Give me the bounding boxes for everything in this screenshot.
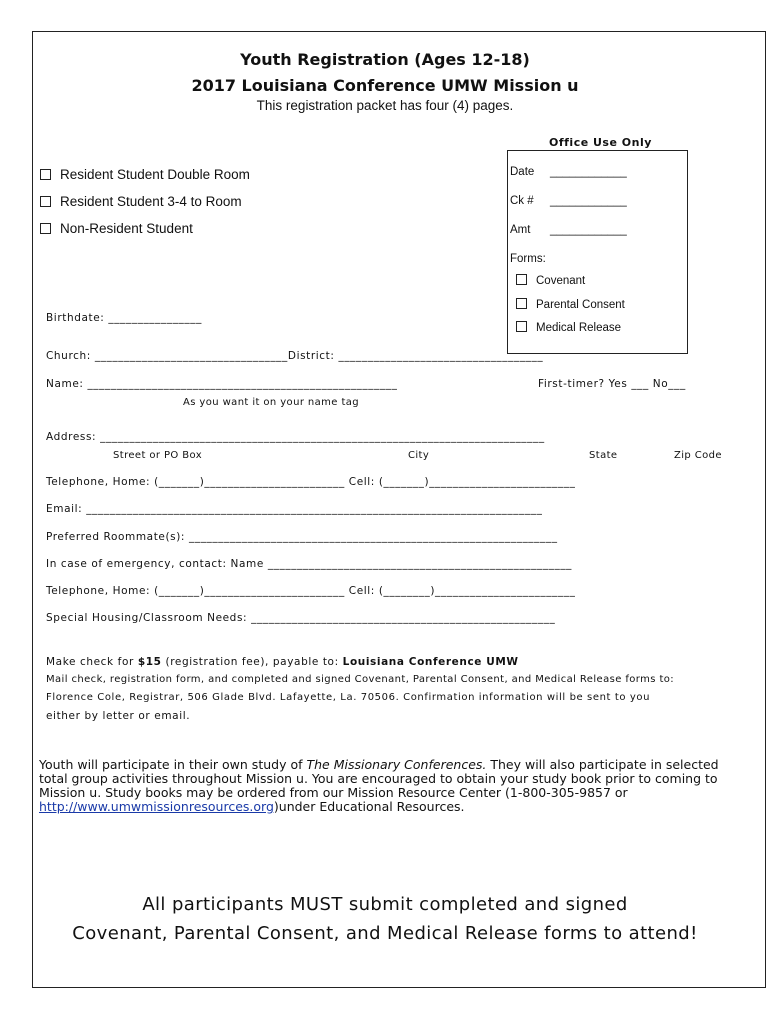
telephone-field[interactable]: Telephone, Home: (_______)________________________ Cell: (_______)_________________________	[46, 476, 576, 488]
office-form-parental-consent[interactable]: Parental Consent	[516, 299, 625, 311]
checkbox-icon[interactable]	[516, 298, 527, 309]
room-option-non-resident[interactable]: Non-Resident Student	[40, 221, 193, 236]
office-use-label: Office Use Only	[549, 136, 652, 149]
room-option-double[interactable]: Resident Student Double Room	[40, 167, 250, 182]
name-field[interactable]: Name: _____________________________________________________	[46, 378, 398, 390]
office-form-covenant[interactable]: Covenant	[516, 275, 585, 287]
office-amt-label: Amt	[510, 224, 531, 236]
confirmation-note: either by letter or email.	[46, 710, 191, 722]
page-note: This registration packet has four (4) pages.	[256, 98, 514, 113]
registrar-address: Florence Cole, Registrar, 506 Glade Blvd. Lafayette, La. 70506. Confirmation information will be sent to you	[46, 692, 651, 703]
payment-line: Make check for $15 (registration fee), payable to: Louisiana Conference UMW	[46, 656, 519, 668]
special-needs-field[interactable]: Special Housing/Classroom Needs: ____________________________________________________	[46, 612, 556, 624]
emergency-telephone-field[interactable]: Telephone, Home: (_______)________________________ Cell: (________)________________________	[46, 585, 576, 597]
street-label: Street or PO Box	[113, 450, 203, 461]
roommate-field[interactable]: Preferred Roommate(s): _______________________________________________________________	[46, 531, 558, 543]
checkbox-icon[interactable]	[516, 321, 527, 332]
checkbox-icon[interactable]	[40, 169, 51, 180]
checkbox-icon[interactable]	[40, 223, 51, 234]
zip-label: Zip Code	[674, 450, 722, 461]
office-ck-field[interactable]: ____________	[550, 195, 627, 207]
email-field[interactable]: Email: ______________________________________________________________________________	[46, 503, 543, 515]
youth-study-paragraph: Youth will participate in their own study of The Missionary Conferences. They will also participate in selected total group activities throughout Mission u. You are encouraged to obtain your study book prior to coming to Mission u. Study books may be ordered from our Mission Resource Center (1-800-305-9857 or http://www.umwmissionresources.org)under Educational Resources.	[39, 757, 719, 814]
city-label: City	[408, 450, 430, 461]
first-timer-field[interactable]: First-timer? Yes ___ No___	[538, 378, 686, 390]
footer-line1: All participants MUST submit completed and signed	[142, 894, 628, 915]
name-tag-note: As you want it on your name tag	[183, 397, 360, 408]
office-ck-label: Ck #	[510, 195, 534, 207]
emergency-contact-field[interactable]: In case of emergency, contact: Name ____________________________________________________	[46, 558, 573, 570]
church-district-field[interactable]: Church: _________________________________District: ___________________________________	[46, 350, 544, 362]
checkbox-icon[interactable]	[40, 196, 51, 207]
page-subtitle: 2017 Louisiana Conference UMW Mission u	[191, 76, 579, 95]
office-date-label: Date	[510, 166, 535, 178]
address-field[interactable]: Address: ____________________________________________________________________________	[46, 431, 545, 443]
birthdate-field[interactable]: Birthdate: ________________	[46, 312, 202, 324]
office-forms-label: Forms:	[510, 253, 546, 265]
office-form-medical-release[interactable]: Medical Release	[516, 322, 621, 334]
checkbox-icon[interactable]	[516, 274, 527, 285]
mail-instructions: Mail check, registration form, and completed and signed Covenant, Parental Consent, and Medical Release forms to:	[46, 674, 675, 685]
page-title: Youth Registration (Ages 12-18)	[240, 50, 530, 69]
footer-line2: Covenant, Parental Consent, and Medical Release forms to attend!	[72, 923, 698, 944]
office-amt-field[interactable]: ____________	[550, 224, 627, 236]
state-label: State	[589, 450, 618, 461]
office-date-field[interactable]: ____________	[550, 166, 627, 178]
room-option-3-4[interactable]: Resident Student 3-4 to Room	[40, 194, 242, 209]
resource-link[interactable]: http://www.umwmissionresources.org	[39, 799, 274, 814]
